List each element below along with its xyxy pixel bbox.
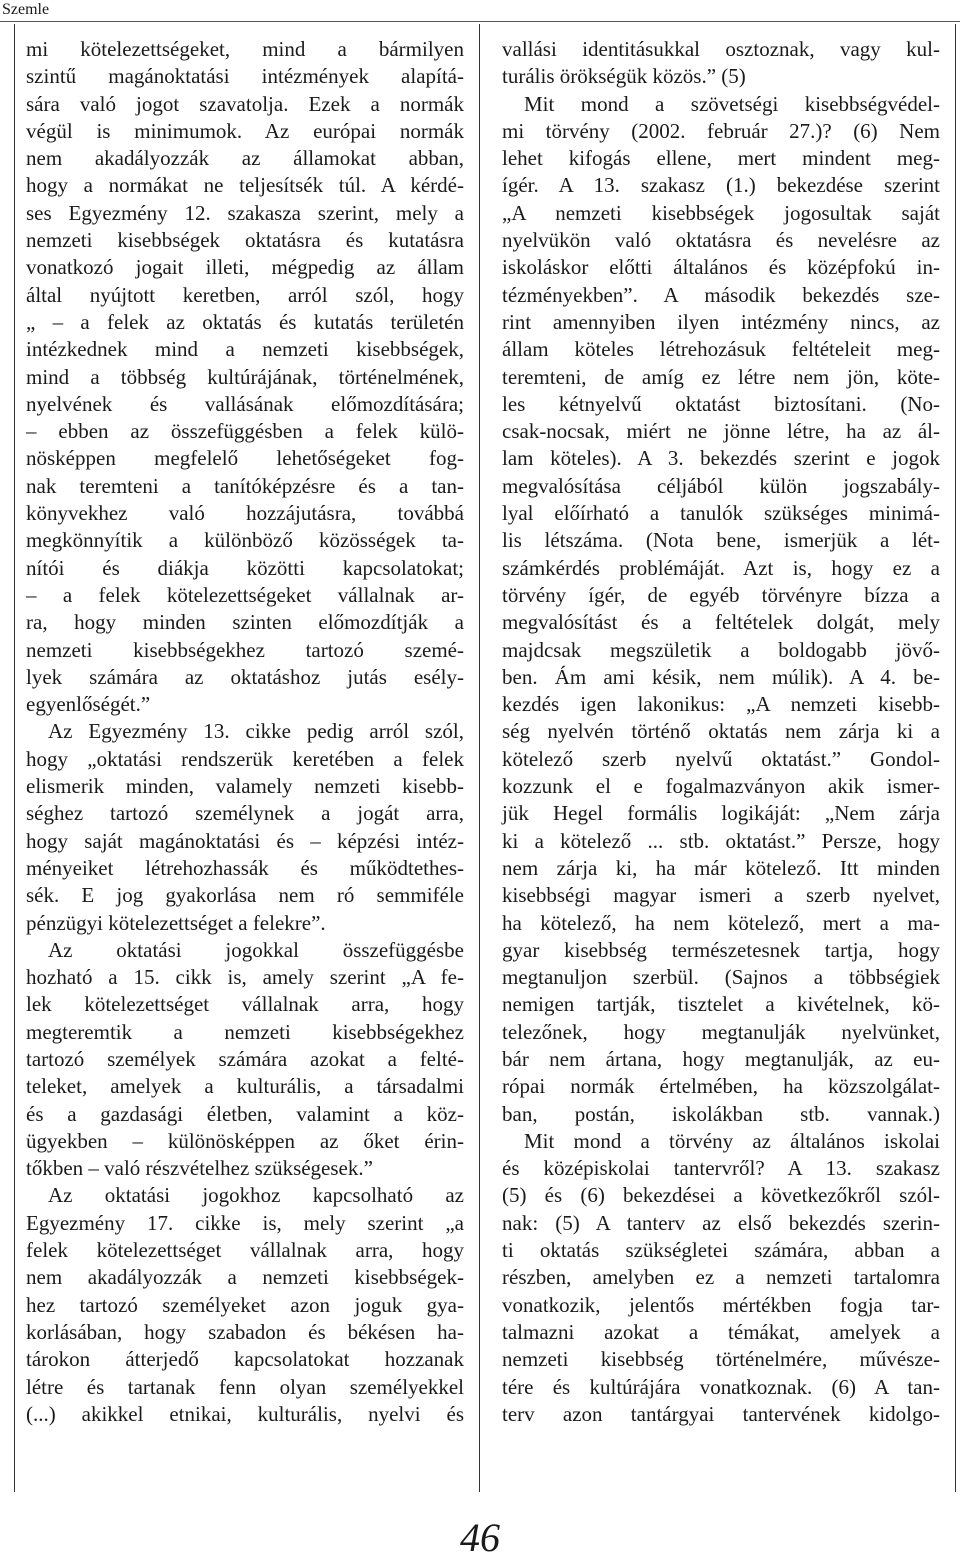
text-line: létre és tartanak fenn olyan személyekkel [26,1374,464,1399]
text-line: állam köteles létrehozásuk feltételeit meg- [502,337,940,362]
header-rule [0,21,960,22]
text-line: Egyezmény 17. cikke is, mely szerint „a [26,1210,464,1235]
text-line: és középiskolai tantervről? A 13. szakasz [502,1156,940,1181]
text-line: rint amennyiben ilyen intézmény nincs, az [502,309,940,334]
text-line: sára való jogot szavatolja. Ezek a normák [26,91,464,116]
text-line: talmazni azokat a témákat, amelyek a [502,1319,940,1344]
text-line: sék. E jog gyakorlása nem ró semmiféle [26,883,464,908]
text-line: felek kötelezettséget vállalnak arra, hogy [26,1238,464,1263]
text-line: által nyújtott keretben, arról szól, hogy [26,282,464,307]
text-line: vallási identitásukkal osztoznak, vagy kul- [502,37,940,61]
text-line: – ebben az összefüggésben a felek külö- [26,419,464,444]
section-label: Szemle [2,1,50,18]
text-line: kezdés igen lakonikus: „A nemzeti kisebb- [502,692,940,717]
text-line: ség nyelvén történő oktatás nem zárja ki a [502,719,940,744]
text-line: megteremtik a nemzeti kisebbségekhez [26,1019,464,1044]
text-line: ügyekben – különösképpen az őket érin- [26,1128,464,1153]
text-line: nítói és diákja közötti kapcsolatokat; [26,555,464,580]
text-line: ban, postán, iskolákban stb. vannak.) [502,1101,940,1126]
text-line: részben, amelyben ez a nemzeti tartalomra [502,1265,940,1290]
text-line: (5) és (6) bekezdései a következőkről szól- [502,1183,940,1208]
text-line: végül is minimumok. Az európai normák [26,118,464,143]
text-line: Mit mond a törvény az általános iskolai [524,1128,940,1153]
text-line: ha kötelező, ha nem kötelező, mert a ma- [502,910,940,935]
text-line: nem akadályozzák az államokat abban, [26,146,464,171]
text-line: hez tartozó személyeket azon joguk gya- [26,1292,464,1317]
text-line: lam köteles). A 3. bekezdés szerint e jogok [502,446,940,471]
right-margin-rule [955,24,956,1492]
text-line: rópai normák értelmében, ha közszolgálat- [502,1074,940,1099]
column-divider [479,24,480,1492]
text-line: mind a többség kultúrájának, történelmének, [26,364,464,389]
text-line: ti oktatás szükségletei számára, abban a [502,1238,940,1263]
text-line: megvalósítást és a feltételek dolgát, mely [502,610,940,635]
text-line: megtanuljon szerbül. (Sajnos a többségiek [502,965,940,990]
text-line: „A nemzeti kisebbségek jogosultak saját [502,200,940,225]
text-line: intézkednek mind a nemzeti kisebbségek, [26,337,464,362]
text-line: vonatkozik, jelentős mértékben fogja tar- [502,1292,940,1317]
text-line: (...) akikkel etnikai, kulturális, nyelvi és [26,1401,464,1426]
text-line: nyelvének és vallásának előmozdítására; [26,391,464,416]
text-line: és a gazdasági életben, valamint a köz- [26,1101,464,1126]
text-line: megkönnyítik a különböző közösségek ta- [26,528,464,553]
text-line: ses Egyezmény 12. szakasza szerint, mely a [26,200,464,225]
text-line: hozható a 15. cikk is, amely szerint „A fe- [26,965,464,990]
text-line: nem zárja ki, ha már kötelező. Itt minden [502,855,940,880]
text-line: kötelező szerb nyelvű oktatást.” Gondol- [502,746,940,771]
text-line: könyvekhez való hozzájutásra, továbbá [26,501,464,526]
text-line: Mit mond a szövetségi kisebbségvédel- [524,91,940,116]
text-line: ben. Ám ami késik, nem múlik). A 4. be- [502,664,940,689]
text-line: ki a kötelező ... stb. oktatást.” Persze, hogy [502,828,940,853]
text-line: bár nem ártana, hogy megtanulják, az eu- [502,1046,940,1071]
text-line: lis létszáma. (Nota bene, ismerjük a lét- [502,528,940,553]
left-margin-rule [14,24,15,1492]
text-line: ra, hogy minden szinten előmozdítják a [26,610,464,635]
text-line: tére és kultúrájára vonatkoznak. (6) A tan- [502,1374,940,1399]
text-line: tőkben – való részvételhez szükségesek.” [26,1156,373,1181]
text-line: teremteni, de amíg ez létre nem jön, köte- [502,364,940,389]
text-line: törvény ígér, de egyéb törvényre bízza a [502,582,940,607]
text-line: hogy saját magánoktatási és – képzési intéz- [26,828,464,853]
text-line: majdcsak megszületik a boldogabb jövő- [502,637,940,662]
text-line: nyelvükön való oktatásra és nevelésre az [502,228,940,253]
text-line: lehet kifogás ellene, mert mindent meg- [502,146,940,171]
text-line: hogy „oktatási rendszerük keretében a felek [26,746,464,771]
text-line: nak teremteni a tanítóképzésre és a tan- [26,473,464,498]
text-line: nemzeti kisebbségekhez tartozó szemé- [26,637,464,662]
text-line: Az oktatási jogokhoz kapcsolható az [48,1183,464,1208]
text-line: lek kötelezettséget vállalnak arra, hogy [26,992,464,1017]
text-line: telezőnek, hogy megtanulják nyelvünket, [502,1019,940,1044]
text-line: elismerik minden, valamely nemzeti kisebb- [26,774,464,799]
text-line: nösképpen megfelelő lehetőségeket fog- [26,446,464,471]
page-number: 46 [460,1515,500,1560]
text-line: les kétnyelvű oktatást biztosítani. (No- [502,391,940,416]
left-text-column [26,36,464,1428]
text-line: nem akadályozzák a nemzeti kisebbségek- [26,1265,464,1290]
text-line: csak-nocsak, miért ne jönne létre, ha az ál- [502,419,940,444]
text-line: lyal előírható a tanulók szükséges minimá- [502,501,940,526]
text-line: mi törvény (2002. február 27.)? (6) Nem [502,118,940,143]
text-line: gyar kisebbség természetesnek tartja, hogy [502,937,940,962]
text-line: megvalósítása céljából külön jogszabály- [502,473,940,498]
text-line: pénzügyi kötelezettséget a felekre”. [26,910,326,935]
text-line: Az Egyezmény 13. cikke pedig arról szól, [48,719,464,744]
text-line: teleket, amelyek a kulturális, a társadalmi [26,1074,464,1099]
text-line: – a felek kötelezettségeket vállalnak ar- [26,582,464,607]
text-line: „ – a felek az oktatás és kutatás területén [26,309,464,334]
text-line: tézményekben”. A második bekezdés sze- [502,282,940,307]
text-line: egyenlőségét.” [26,692,151,717]
text-line: hogy a normákat ne teljesítsék túl. A kérdé- [26,173,464,198]
text-line: kozzunk el e fogalmazványon akik ismer- [502,774,940,799]
text-line: ígér. A 13. szakasz (1.) bekezdése szerint [502,173,940,198]
text-line: iskoláskor előtti általános és középfokú in- [502,255,940,280]
text-line: jük Hegel formális logikáját: „Nem zárja [502,801,940,826]
text-line: vonatkozó jogait illeti, mégpedig az állam [26,255,464,280]
text-line: nemigen tartják, tisztelet a kivételnek, kö- [502,992,940,1017]
text-line: számkérdés problémáját. Azt is, hogy ez a [502,555,940,580]
text-line: lyek számára az oktatáshoz jutás esély- [26,664,464,689]
text-line: séghez tartozó személynek a jogát arra, [26,801,464,826]
text-line: turális örökségük közös.” (5) [502,64,746,89]
text-line: Az oktatási jogokkal összefüggésbe [48,937,464,962]
text-line: ményeiket létrehozhassák és működtethes- [26,855,464,880]
right-text-column [502,36,940,1428]
text-line: kisebbségi magyar ismeri a szerb nyelvet, [502,883,940,908]
text-line: mi kötelezettségeket, mind a bármilyen [26,37,464,61]
text-line: szintű magánoktatási intézmények alapítá- [26,64,464,89]
text-line: nak: (5) A tanterv az első bekezdés szerin- [502,1210,940,1235]
text-line: tárokon átterjedő kapcsolatokat hozzanak [26,1347,464,1372]
running-header [0,0,960,24]
text-line: terv azon tantárgyai tantervének kidolgo- [502,1401,940,1426]
text-line: tartozó személyek számára azokat a felté- [26,1046,464,1071]
text-line: nemzeti kisebbség történelmére, művésze- [502,1347,940,1372]
text-line: korlásában, hogy szabadon és békésen ha- [26,1319,464,1344]
text-line: nemzeti kisebbségek oktatásra és kutatásra [26,228,464,253]
